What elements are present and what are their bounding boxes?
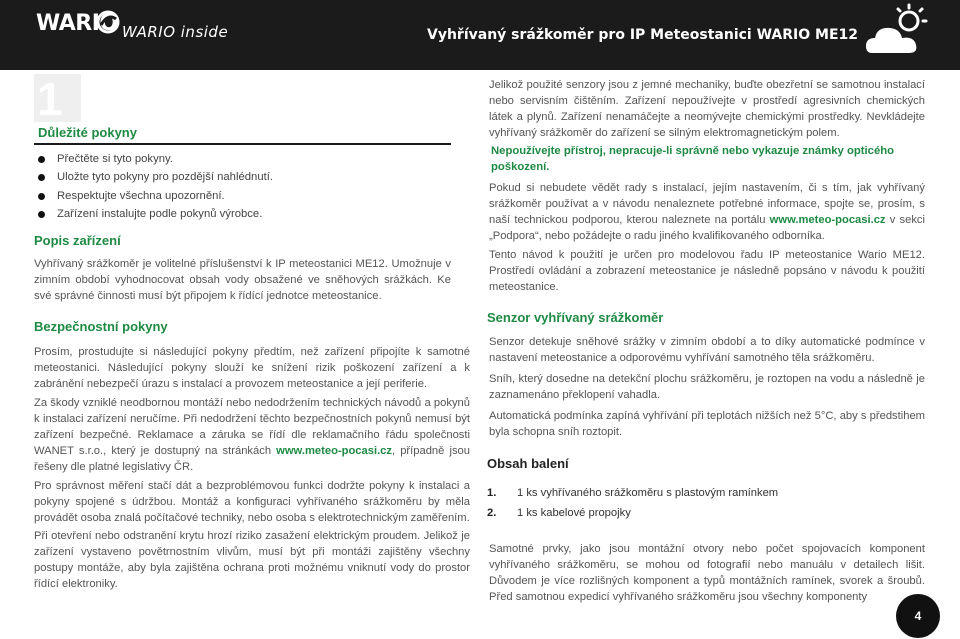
- chapter-number: 1: [34, 74, 81, 122]
- list-item: Zařízení instalujte podle pokynů výrobce.: [38, 205, 273, 223]
- logo-swoosh-icon: [95, 9, 121, 35]
- important-heading-bar: [34, 124, 451, 145]
- page-header-title: Vyhřívaný srážkoměr pro IP Meteostanici WARIO ME12: [426, 27, 858, 43]
- description-paragraph: Vyhřívaný srážkoměr je volitelné příslušenství k IP meteostanici ME12. Umožnuje v zimním období vyhodnocovat obsah vody obsažené ve sněhových srážkách. Ke své správné činnosti musí být připojem k řídící jednotce meteostanice.: [34, 258, 451, 302]
- package-item-number: 2.: [487, 507, 497, 519]
- safety-text: , případně jsou řešeny dle platné legislativy ČR.: [34, 444, 470, 473]
- important-heading: Důležité pokyny: [38, 125, 137, 140]
- safety-paragraph-3: Pro správnost měření stačí dát a bezproblémovou funkci dodržte pokyny k instalaci a pokyny spojené s údržbou. Montáž a konfiguraci vyhřívaného srážkoměru by měla provádět osoba znalá počítačové techniky, nebo osoba s elektrotechnickým zaměřením.: [34, 480, 470, 524]
- package-item-text: 1 ks vyhřívaného srážkoměru s plastovým ramínkem: [517, 487, 779, 499]
- wario-inside-logo: WARIO inside: [122, 23, 229, 41]
- safety-text: Za škody vzniklé neodbornou montáží nebo nedodržením technických návodů a pokynů k instalaci zařízení neručíme. Při nedodržení těchto bezpečnostních pokynů nemusí být zařízení bezpečné. Reklamace a záruka se řídí dle reklamačního řádu společnosti WANET s.r.o., který je dostupný na stránkách: [34, 397, 470, 457]
- sensor-paragraph-1: Senzor detekuje sněhové srážky v zimním období a to díky automatické podmínce v nastavení meteostanice a odporovému vyhřívání samotného těla srážkoměru.: [489, 336, 925, 364]
- important-bullets: [38, 150, 273, 224]
- sensor-paragraph-3: Automatická podmínka zapíná vyhřívání při teplotách nižších než 5°C, aby s předstihem byla schopna sníh roztopit.: [489, 410, 925, 438]
- support-text: v sekci „Podpora“, nebo požádejte o radu jiného kvalifikovaného odborníka.: [489, 213, 925, 242]
- support-paragraph: [489, 181, 925, 245]
- wario-logo: WARIO: [36, 11, 118, 36]
- sensor-paragraph-2: Sníh, který dosedne na detekční plochu srážkoměru, je roztopen na vodu a následně je zaznamenáno překlopení vahadla.: [489, 373, 925, 401]
- safety-paragraph-1: Prosím, prostudujte si následující pokyny předtím, než zařízení připojíte k samotné meteostanici. Následující pokyny slouží ke snížení rizik poškození zařízení a k zabránění nebezpečí úrazu s instalací a provozem meteostanice a její periferie.: [34, 346, 470, 390]
- package-item-text: 1 ks kabelové propojky: [517, 507, 631, 519]
- right-paragraph-1: Jelikož použité senzory jsou z jemné mechaniky, buďte obezřetní se samotnou instalací nebo servisním čištěním. Zařízení nepoužívejte v prostředí agresivních chemických látek a plynů. Zařízení nenamáčejte a neomývejte chemickými prostředky. Nevkládejte vyhřívaný srážkoměr do zařízení se silným elektromagnetickým polem.: [489, 79, 925, 139]
- list-item: Uložte tyto pokyny pro pozdější nahlédnutí.: [38, 168, 273, 186]
- list-item: Respektujte všechna upozornění.: [38, 187, 273, 205]
- package-item: [487, 507, 631, 519]
- right-paragraph-3: Tento návod k použití je určen pro modelovou řadu IP meteostanice Wario ME12. Prostředí ovládání a zobrazení meteostanice je následně popsáno v návodu k použití meteostanice.: [489, 249, 925, 293]
- weather-sun-cloud-icon: [862, 3, 932, 65]
- safety-paragraph-2: [34, 396, 470, 476]
- safety-heading: Bezpečnostní pokyny: [34, 319, 168, 334]
- description-heading: Popis zařízení: [34, 233, 121, 248]
- right-paragraph-4: Samotné prvky, jako jsou montážní otvory nebo počet spojovacích komponent vyhřívaného srážkoměru, se mohou od fotografií nebo manuálu v detailech lišit. Důvodem je více rozlišných komponent a typů montážních ramínek, svorek a šroubů. Před samotnou expedicí vyhřívaného srážkoměru jsou všechny komponenty: [489, 543, 925, 603]
- safety-paragraph-4: Při otevření nebo odstranění krytu hrozí riziko zasažení elektrickým proudem. Jelikož je zařízení vystaveno povětrnostním vlivům, musí být při montáži zajištěny všechny postupy montáže, aby byla zajištěna ochrana proti možnému vniknutí vody do prostor řídící elektroniky.: [34, 530, 470, 590]
- warning-text: Nepoužívejte přístroj, nepracuje-li správně nebo vykazuje známky opticého poškození.: [491, 145, 895, 173]
- meteo-pocasi-link[interactable]: www.meteo-pocasi.cz: [276, 444, 392, 457]
- meteo-pocasi-link[interactable]: www.meteo-pocasi.cz: [769, 213, 886, 226]
- support-text: Pokud si nebudete vědět rady s instalací, jejím nastavením, či s tím, jak vyhřívaný srážkoměr používat a v návodu nenaleznete potřebné informace, spojte se, prosím, s naší technickou podporou, kterou naleznete na portálu: [489, 182, 925, 226]
- page-number-badge: 4: [896, 594, 940, 638]
- sensor-heading: Senzor vyhřívaný srážkoměr: [487, 310, 664, 325]
- list-item: Přečtěte si tyto pokyny.: [38, 150, 273, 168]
- package-heading: Obsah balení: [487, 456, 569, 471]
- header-bar: [0, 0, 960, 70]
- package-item: [487, 487, 778, 499]
- package-item-number: 1.: [487, 487, 497, 499]
